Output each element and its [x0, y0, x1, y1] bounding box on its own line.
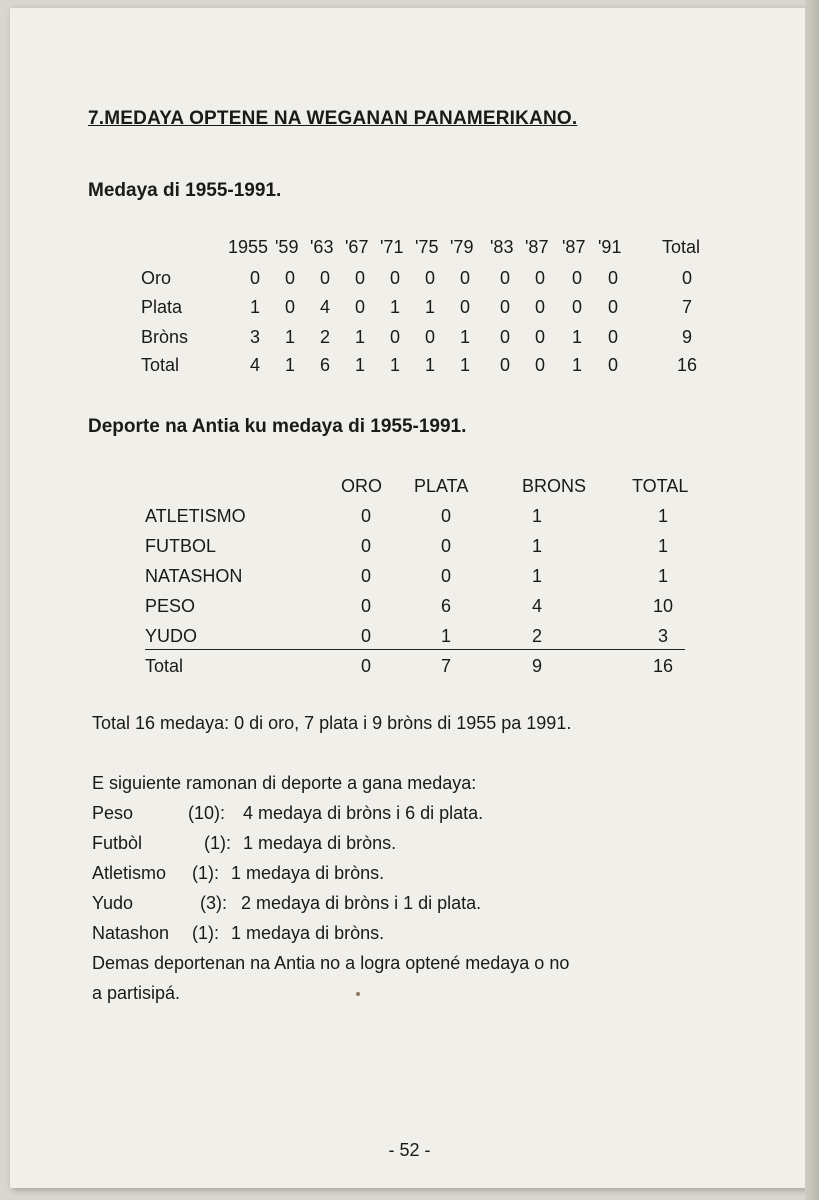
row-label: Total: [145, 656, 184, 676]
row-label: PESO: [145, 596, 196, 616]
table-cell: 1: [354, 355, 365, 375]
col-header: BRONS: [522, 476, 587, 496]
medal-list: [92, 768, 732, 1008]
section2-title: Deporte na Antia ku medaya di 1955-1991.: [88, 416, 467, 437]
table-cell: 3: [657, 626, 668, 646]
row-label: YUDO: [145, 626, 198, 646]
list-item: Peso (10): 4 medaya di bròns i 6 di plata.: [92, 803, 484, 823]
table-cell: 0: [389, 268, 400, 288]
table-cell: 0: [360, 506, 371, 526]
table-cell: 1: [531, 566, 542, 586]
col-header: '91: [598, 237, 622, 257]
table-cell: 1: [571, 355, 582, 375]
col-header: PLATA: [414, 476, 469, 496]
table-cell: 0: [607, 268, 618, 288]
col-header: '59: [275, 237, 299, 257]
col-header: TOTAL: [632, 476, 689, 496]
table-cell: 1: [284, 355, 295, 375]
col-header: '71: [380, 237, 404, 257]
total-divider-line: [145, 649, 685, 650]
col-header: '63: [310, 237, 334, 257]
table-cell: 9: [531, 656, 542, 676]
table-cell: 0: [534, 327, 545, 347]
table-cell: 1: [389, 355, 400, 375]
table-cell: 1: [531, 506, 542, 526]
table-cell: 6: [319, 355, 330, 375]
table-cell: 0: [459, 268, 470, 288]
summary-text: Total 16 medaya: 0 di oro, 7 plata i 9 bròns di 1955 pa 1991.: [92, 713, 572, 733]
table-cell: 4: [531, 596, 542, 616]
table-cell: 1: [531, 536, 542, 556]
table-cell: 0: [389, 327, 400, 347]
table-cell: 2: [531, 626, 542, 646]
table-cell: 16: [676, 355, 698, 375]
table-cell: 1: [249, 297, 260, 317]
table-cell: 1: [389, 297, 400, 317]
table-cell: 7: [681, 297, 692, 317]
table-cell: 0: [249, 268, 260, 288]
table-cell: 0: [284, 297, 295, 317]
list-item: Futbòl (1): 1 medaya di bròns.: [92, 833, 397, 853]
table-cell: 0: [499, 297, 510, 317]
table-cell: 0: [424, 268, 435, 288]
col-header: '87: [562, 237, 586, 257]
table-cell: 1: [571, 327, 582, 347]
table-cell: 1: [440, 626, 451, 646]
table-cell: 0: [499, 355, 510, 375]
table-cell: 0: [681, 268, 692, 288]
closing-line: a partisipá.: [92, 983, 181, 1003]
list-item: Yudo (3): 2 medaya di bròns i 1 di plata.: [92, 893, 482, 913]
page-heading: 7.MEDAYA OPTENE NA WEGANAN PANAMERIKANO.: [88, 108, 578, 129]
table-cell: 1: [284, 327, 295, 347]
table-cell: 0: [360, 626, 371, 646]
table-cell: 6: [440, 596, 451, 616]
table-cell: 0: [499, 327, 510, 347]
table-cell: 0: [440, 566, 451, 586]
table-cell: 0: [440, 506, 451, 526]
row-label: Oro: [141, 268, 172, 288]
table-cell: 0: [424, 327, 435, 347]
table-cell: 1: [354, 327, 365, 347]
table-cell: 1: [459, 327, 470, 347]
table-cell: 0: [354, 268, 365, 288]
table-cell: 1: [459, 355, 470, 375]
table-cell: 0: [571, 297, 582, 317]
row-label: ATLETISMO: [145, 506, 246, 526]
col-header: 1955: [228, 237, 269, 257]
table-cell: 9: [681, 327, 692, 347]
table-cell: 0: [360, 566, 371, 586]
table-cell: 2: [319, 327, 330, 347]
row-label: NATASHON: [145, 566, 243, 586]
page-number: - 52 -: [388, 1140, 431, 1160]
table-cell: 0: [360, 536, 371, 556]
table-cell: 0: [607, 297, 618, 317]
table-cell: 16: [652, 656, 674, 676]
table-cell: 10: [652, 596, 674, 616]
table-cell: 1: [657, 566, 668, 586]
table-cell: 0: [354, 297, 365, 317]
page-spine-edge: [805, 0, 819, 1200]
table-cell: 0: [360, 596, 371, 616]
table-cell: 0: [571, 268, 582, 288]
table-cell: 7: [440, 656, 451, 676]
col-header: '83: [490, 237, 514, 257]
table-cell: 0: [534, 297, 545, 317]
table-cell: 0: [319, 268, 330, 288]
table-cell: 0: [459, 297, 470, 317]
table-cell: 0: [499, 268, 510, 288]
table-cell: 1: [657, 506, 668, 526]
table-cell: 1: [424, 355, 435, 375]
table-cell: 3: [249, 327, 260, 347]
col-header: '75: [415, 237, 439, 257]
table-cell: 0: [284, 268, 295, 288]
table-cell: 0: [607, 327, 618, 347]
paper-speck: [356, 992, 360, 996]
row-label: Plata: [141, 297, 183, 317]
row-label: Bròns: [141, 327, 189, 347]
col-header: Total: [662, 237, 701, 257]
table-cell: 0: [440, 536, 451, 556]
list-item: Natashon (1): 1 medaya di bròns.: [92, 923, 385, 943]
col-header: '87: [525, 237, 549, 257]
col-header: ORO: [341, 476, 383, 496]
closing-line: Demas deportenan na Antia no a logra optené medaya o no: [92, 953, 570, 973]
section1-title: Medaya di 1955-1991.: [88, 180, 282, 201]
col-header: '67: [345, 237, 369, 257]
table-cell: 1: [424, 297, 435, 317]
list-intro: E siguiente ramonan di deporte a gana medaya:: [92, 773, 477, 793]
table-cell: 0: [534, 268, 545, 288]
col-header: '79: [450, 237, 474, 257]
table-cell: 0: [534, 355, 545, 375]
table-cell: 0: [607, 355, 618, 375]
table-cell: 4: [249, 355, 260, 375]
row-label: FUTBOL: [145, 536, 217, 556]
table-cell: 4: [319, 297, 330, 317]
table-cell: 1: [657, 536, 668, 556]
list-item: Atletismo (1): 1 medaya di bròns.: [92, 863, 385, 883]
row-label: Total: [141, 355, 180, 375]
table-cell: 0: [360, 656, 371, 676]
